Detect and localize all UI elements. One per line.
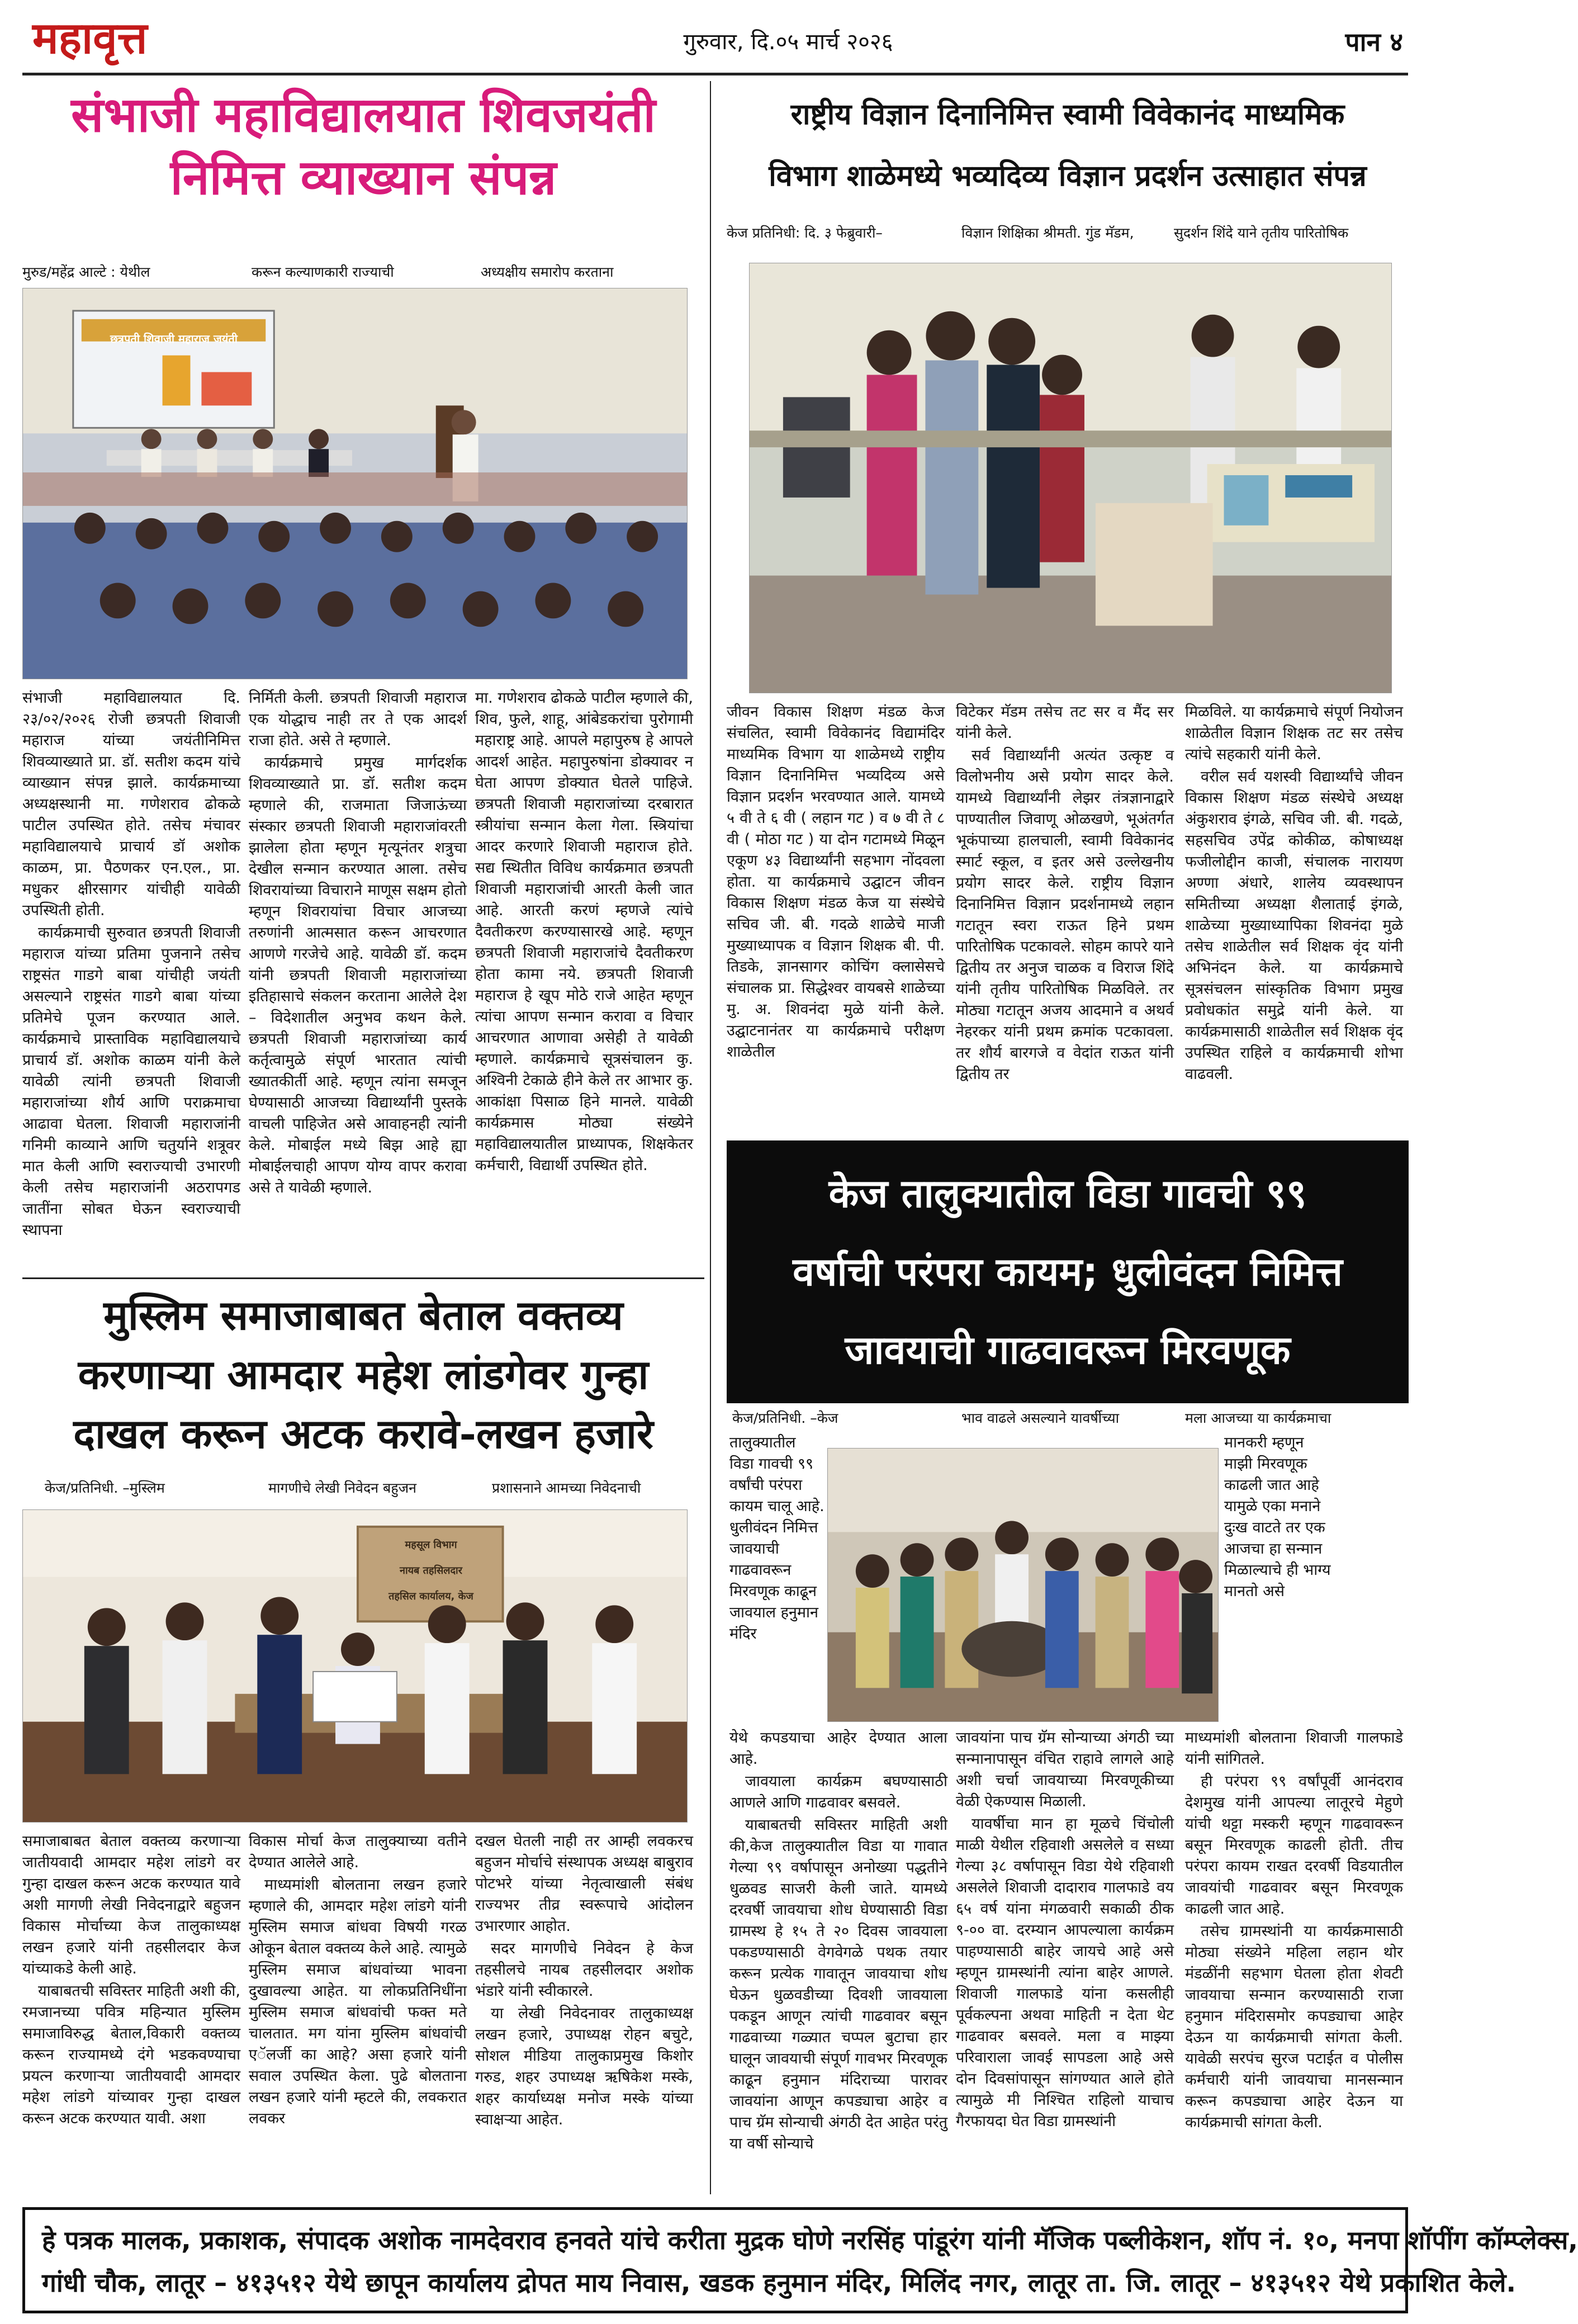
imprint-footer bbox=[22, 2207, 1578, 2313]
article1-column-3 bbox=[475, 688, 693, 1263]
article3-column-2 bbox=[956, 1727, 1174, 2197]
article1-byline bbox=[22, 263, 704, 285]
article4-byline-part1: केज/प्रतिनिधी. –मुस्लिम bbox=[45, 1480, 165, 1496]
article3-headline-line1: केज तालुक्यातील विडा गावची ९९ bbox=[828, 1171, 1307, 1217]
article4-headline-line3: दाखल करून अटक करावे-लखन हजारे bbox=[73, 1410, 653, 1458]
article4-column-2 bbox=[249, 1831, 467, 2194]
article3-col3-narrow-text: मानकरी म्हणून माझी मिरवणूक काढली जात आहे यामुळे एका मनाने दुःख वाटते तर एक आजचा हा सन्मान मिळाल्याचे ही भाग्य मानतो असे bbox=[1224, 1434, 1331, 1600]
article1-headline bbox=[22, 84, 704, 257]
article3-headline-line2: वर्षाची परंपरा कायम; धुलीवंदन निमित्त bbox=[793, 1249, 1343, 1295]
office-sign-line1: महसूल विभाग bbox=[405, 1539, 457, 1551]
article1-col2-para1: निर्मिती केली. छत्रपती शिवाजी महाराज एक योद्धाच नाही तर ते एक आदर्श राजा होते. असे ते म्हणाले. bbox=[249, 689, 467, 749]
article2-headline-line2: विभाग शाळेमध्ये भव्यदिव्य विज्ञान प्रदर्शन उत्साहात संपन्न bbox=[769, 159, 1367, 193]
article2-headline bbox=[721, 84, 1414, 218]
office-sign-line3: तहसिल कार्यालय, केज bbox=[388, 1591, 473, 1602]
article4-col2-para1: विकास मोर्चा केज तालुक्याच्या वतीने देण्यात आलेले आहे. bbox=[249, 1833, 467, 1871]
article4-headline bbox=[22, 1286, 704, 1470]
imprint-line2: गांधी चौक, लातूर – ४१३५१२ येथे छापून कार्यालय द्रोपत माय निवास, खडक हनुमान मंदिर, मिलिंद नगर, लातूर ता. जि. लातूर – ४१३५१२ येथे प्रकाशित केले. bbox=[42, 2268, 1516, 2298]
article3-headline-line3: जावयाची गाढवावरून मिरवणूक bbox=[845, 1327, 1291, 1373]
article2-byline-part2: विज्ञान शिक्षिका श्रीमती. गुंड मॅडम, bbox=[961, 225, 1134, 241]
article2-col2-para2: सर्व विद्यार्थ्यांनी अत्यंत उत्कृष्ट व विलोभनीय असे प्रयोग सादर केले. यामध्ये विद्यार्थ्यांनी लेझर तंत्रज्ञानाद्वारे पाण्यातील जिवाणू ओळखणे, भूअंतर्गत भूकंपाच्या हालचाली, स्वामी विवेकानंद स्मार्ट स्कूल, व इतर असे उल्लेखनीय प्रयोग सादर केले. राष्ट्रीय विज्ञान दिनानिमित्त विज्ञान प्रदर्शनामध्ये लहान गटातून स्वरा राऊत हिने प्रथम पारितोषिक पटकावले. सोहम कापरे याने द्वितीय तर अनुज चाळक व विराज शिंदे यांनी तृतीय पारितोषिक मिळविले. तर मोठ्या गटातून अजय आदमाने व अथर्व नेहरकर यांनी प्रथम क्रमांक पटकावला. तर शौर्य बारगजे व वेदांत राऊत यांनी द्वितीय तर bbox=[956, 747, 1174, 1083]
article2-col3-para1: मिळविले. या कार्यक्रमाचे संपूर्ण नियोजन शाळेतील विज्ञान शिक्षक तट सर तसेच त्यांचे सहकारी यांनी केले. bbox=[1185, 703, 1403, 763]
article4-col1-para1: समाजाबाबत बेताल वक्तव्य करणाऱ्या जातीयवादी आमदार महेश लांडगे वर गुन्हा दाखल करून अटक करण्यात यावे अशी मागणी लेखी निवेदनाद्वारे बहुजन विकास मोर्चाच्या केज तालुकाध्यक्ष लखन हजारे यांनी तहसीलदार केज यांच्याकडे केली आहे. bbox=[22, 1833, 240, 1977]
article3-column-1 bbox=[729, 1727, 947, 2197]
article3-byline-part1: केज/प्रतिनिधी. –केज bbox=[732, 1410, 838, 1426]
article4-headline-line1: मुस्लिम समाजाबाबत बेताल वक्तव्य bbox=[103, 1291, 623, 1340]
article3-col2-para2: यावर्षीचा मान हा मूळचे चिंचोली माळी येथील रहिवाशी असलेले व सध्या गेल्या ३८ वर्षापासून विडा येथे रहिवाशी असलेले शिवाजी दादाराव गालफाडे वय ६५ वर्ष यांना मंगळवारी सकाळी ठीक ९-०० वा. दरम्यान आपल्याला कार्यक्रम पाहण्यासाठी बाहेर जायचे आहे असे म्हणून ग्रामस्थांनी त्यांना बाहेर आणले. शिवाजी गालफाडे यांना कसलीही पूर्वकल्पना अथवा माहिती न देता थेट गाढवावर बसवले. मला व माझ्या परिवाराला जावई सापडला आहे असे दोन दिवसांपासून सांगण्यात आले होते त्यामुळे मी निश्चित राहिलो याचाच गैरफायदा घेत विडा ग्रामस्थांनी bbox=[956, 1815, 1174, 2130]
article3-byline bbox=[732, 1409, 1409, 1431]
article4-byline-part2: मागणीचे लेखी निवेदन बहुजन bbox=[268, 1480, 417, 1496]
article4-column-1 bbox=[22, 1831, 240, 2194]
article3-col1-para2: जावयाला कार्यक्रम बघण्यासाठी आणले आणि गाढवावर बसवले. bbox=[729, 1773, 947, 1811]
column-divider bbox=[710, 81, 711, 2194]
article1-bottom-rule bbox=[22, 1277, 704, 1279]
article3-col1-para3: याबाबतची सविस्तर माहिती अशी की,केज तालुक्यातील विडा या गावात गेल्या ९९ वर्षापासून अनोख्या पद्धतीने धुळवड साजरी केली जाते. यामध्ये दरवर्षी जावयाचा शोध घेण्यासाठी विडा ग्रामस्थ हे १५ ते २० दिवस जावयाला पकडण्यासाठी वेगवेगळे पथक तयार करून प्रत्येक गावातून जावयाचा शोध घेऊन धुळवडीच्या दिवशी जावयाला पकडून आणून त्यांची गाढवावर बसून गाढवाच्या गळ्यात चप्पल बुटाचा हार घालून जावयाची संपूर्ण गावभर मिरवणूक काढून हनुमान मंदिराच्या पारावर जावयांना आणून कपड्याचा आहेर व पाच ग्रॅम सोन्याची अंगठी देत आहेत परंतु या वर्षी सोन्याचे bbox=[729, 1816, 947, 2152]
article1-col2-para2: कार्यक्रमाचे प्रमुख मार्गदर्शक शिवव्याख्याते प्रा. डॉ. सतीश कदम म्हणाले की, राजमाता जिजाऊंच्या संस्कार छत्रपती शिवाजी महाराजांवरती झालेला होता म्हणून मृत्यूनंतर शत्रुचा देखील सन्मान करण्यात आला. तसेच शिवरायांच्या विचाराने माणूस सक्षम होतो म्हणून शिवरायांचा विचार आजच्या तरुणांनी आत्मसात करून आचरणात आणणे गरजेचे आहे. यावेळी डॉ. कदम यांनी छत्रपती शिवाजी महाराजांच्या इतिहासाचे संकलन करताना आलेले देश – विदेशातील अनुभव कथन केले. छत्रपती शिवाजी महाराजांच्या कार्य कर्तृत्वामुळे संपूर्ण भारतात त्यांची ख्यातकीर्ती आहे. म्हणून त्यांना समजून घेण्यासाठी आजच्या विद्यार्थ्यांनी पुस्तके वाचली पाहिजेत असे आवाहनही त्यांनी केले. मोबाईल मध्ये बिझ आहे ह्या मोबाईलचाही आपण योग्य वापर करावा असे ते यावेळी म्हणाले. bbox=[249, 754, 467, 1196]
article3-col3-para1: माध्यमांशी बोलताना शिवाजी गालफाडे यांनी सांगितले. bbox=[1185, 1729, 1403, 1768]
article1-photo bbox=[22, 288, 688, 679]
article1-col3-para1: मा. गणेशराव ढोकळे पाटील म्हणाले की, शिव, फुले, शाहू, आंबेडकरांचा पुरोगामी महाराष्ट्र आहे. आपले महापुरुष हे आपले आदर्श आहेत. महापुरुषांना डोक्यावर न घेता आपण डोक्यात घेतले पाहिजे. छत्रपती शिवाजी महाराजांच्या दरबारात स्त्रीयांचा सन्मान केला गेला. स्त्रियांचा आदर करणारे शिवाजी महाराज होते. सद्य स्थितीत विविध कार्यक्रमात छत्रपती शिवाजी महाराजांची आरती केली जात आहे. आरती करणं म्हणजे त्यांचे दैवतीकरण करण्यासारखे आहे. म्हणून छत्रपती शिवाजी महाराजांचे दैवतीकरण होता कामा नये. छत्रपती शिवाजी महाराज हे खूप मोठे राजे आहेत म्हणून त्यांचा आपण सन्मान करावा व विचार आचरणात आणावा असेही ते यावेळी म्हणाले. कार्यक्रमाचे सूत्रसंचालन कु. अश्विनी टेकाळे हीने केले तर आभार कु. आकांक्षा पिसाळ हिने मानले. यावेळी कार्यक्रमास मोठ्या संख्येने महाविद्यालयातील प्राध्यापक, शिक्षकेतर कर्मचारी, विद्यार्थी उपस्थित होते. bbox=[475, 689, 693, 1174]
article4-office-sign bbox=[358, 1532, 504, 1616]
article1-col1-para2: कार्यक्रमाची सुरुवात छत्रपती शिवाजी महाराज यांच्या प्रतिमा पुजनाने तसेच राष्ट्रसंत गाडगे बाबा यांचीही जयंती असल्याने राष्ट्रसंत गाडगे बाबा यांच्या प्रतिमेचे पूजन करण्यात आले. कार्यक्रमाचे प्रास्ताविक महाविद्यालयाचे प्राचार्य डॉ. अशोक काळम यांनी केले यावेळी त्यांनी छत्रपती शिवाजी महाराजांच्या शौर्य आणि पराक्रमाचा आढावा घेतला. शिवाजी महाराजांनी गनिमी काव्याने आणि चतुर्याने शत्रूवर मात केली आणि स्वराज्याची उभारणी केली तसेच महाराजांनी अठरापगड जातींना सोबत घेऊन स्वराज्याची स्थापना bbox=[22, 924, 240, 1239]
article3-photo bbox=[827, 1448, 1219, 1722]
header-rule bbox=[22, 73, 1408, 75]
article3-column-1-narrow bbox=[729, 1432, 824, 1723]
article2-col1-para1: जीवन विकास शिक्षण मंडळ केज संचलित, स्वामी विवेकानंद विद्यामंदिर माध्यमिक विभाग या शाळेमध्ये राष्ट्रीय विज्ञान दिनानिमित्त भव्यदिव्य असे विज्ञान प्रदर्शन भरवण्यात आले. यामध्ये ५ वी ते ६ वी ( लहान गट ) व ७ वी ते ८ वी ( मोठा गट ) या दोन गटामध्ये मिळून एकूण ४३ विद्यार्थ्यांनी सहभाग नोंदवला होता. या कार्यक्रमाचे उद्घाटन जीवन विकास शिक्षण मंडळ केज या संस्थेचे सचिव जी. बी. गदळे शाळेचे माजी मुख्याध्यापक व विज्ञान शिक्षक बी. पी. तिडके, ज्ञानसागर कोचिंग क्लासेसचे संचालक प्रा. सिद्धेश्वर वायबसे शाळेच्या मु. अ. शिवनंदा मुळे यांनी केले. उद्घाटनानंतर या कार्यक्रमाचे परीक्षण शाळेतील bbox=[727, 703, 945, 1061]
article3-column-3-narrow bbox=[1224, 1432, 1336, 1723]
article2-headline-line1: राष्ट्रीय विज्ञान दिनानिमित्त स्वामी विवेकानंद माध्यमिक bbox=[790, 97, 1345, 131]
article3-col3-para2: ही परंपरा ९९ वर्षांपूर्वी आनंदराव देशमुख यांनी आपल्या लातूरचे मेहुणे यांची थट्टा मस्करी म्हणून गाढवावरून बसून मिरवणूक काढली होती. तीच परंपरा कायम राखत दरवर्षी विडयातील जावयांची गाढवावर बसून मिरवणूक काढली जात आहे. bbox=[1185, 1773, 1403, 1918]
article3-byline-part2: भाव वाढले असल्याने यावर्षीच्या bbox=[961, 1410, 1120, 1426]
imprint-line1: हे पत्रक मालक, प्रकाशक, संपादक अशोक नामदेवराव हनवते यांचे करीता मुद्रक घोणे नरसिंह पांडूरंग यांनी मॅजिक पब्लीकेशन, शॉप नं. १०, मनपा शॉपींग कॉम्प्लेक्स, bbox=[42, 2225, 1578, 2255]
article2-col2-para1: विटेकर मॅडम तसेच तट सर व मैंद सर यांनी केले. bbox=[956, 703, 1174, 742]
article1-column-2 bbox=[249, 688, 467, 1263]
page-number: पान ४ bbox=[1345, 27, 1403, 57]
article4-col3-para1: दखल घेतली नाही तर आम्ही लवकरच बहुजन मोर्चाचे संस्थापक अध्यक्ष बाबुराव पोटभरे यांच्या नेतृत्वाखाली संबंध राज्यभर तीव्र स्वरूपाचे आंदोलन उभारणार आहोत. bbox=[475, 1833, 693, 1935]
article4-col3-para2: सदर मागणीचे निवेदन हे केज तहसीलचे नायब तहसीलदार अशोक भंडारे यांनी स्वीकारले. bbox=[475, 1940, 693, 2000]
article1-col1-para1: संभाजी महाविद्यालयात दि. २३/०२/२०२६ रोजी छत्रपती शिवाजी महाराज यांच्या जयंतीनिमित्त शिवव्याख्याते प्रा. डॉ. सतीश कदम यांचे व्याख्यान संपन्न झाले. कार्यक्रमाच्या अध्यक्षस्थानी मा. गणेशराव ढोकळे पाटील उपस्थित होते. तसेच मंचावर महाविद्यालयाचे प्राचार्य डॉ अशोक काळम, प्रा. पैठणकर एन.एल., प्रा. मधुकर क्षीरसागर यांचीही यावेळी उपस्थिती होती. bbox=[22, 689, 240, 919]
masthead-logo: महावृत्त bbox=[32, 13, 148, 64]
office-sign-line2: नायब तहसिलदार bbox=[399, 1565, 463, 1577]
article4-col1-para2: याबाबतची सविस्तर माहिती अशी की, रमजानच्या पवित्र महिन्यात मुस्लिम समाजाविरुद्ध बेताल,विकारी वक्तव्य करून राज्यामध्ये दंगे भडकवण्याचा प्रयत्न करणाऱ्या जातीयवादी आमदार महेश लांडगे यांच्यावर गुन्हा दाखल करून अटक करण्यात यावी. अशा bbox=[22, 1982, 240, 2127]
article3-headline-banner bbox=[727, 1140, 1409, 1403]
article1-byline-part2: करून कल्याणकारी राज्याची bbox=[252, 264, 394, 280]
article4-byline-part3: प्रशासनाने आमच्या निवेदनाची bbox=[492, 1480, 641, 1496]
article2-byline-part3: सुदर्शन शिंदे याने तृतीय पारितोषिक bbox=[1174, 225, 1349, 241]
article4-photo bbox=[22, 1509, 688, 1823]
article1-byline-part3: अध्यक्षीय समारोप करताना bbox=[481, 264, 614, 280]
article4-byline bbox=[45, 1479, 704, 1501]
article3-col1-para1: येथे कपडयाचा आहेर देण्यात आला आहे. bbox=[729, 1729, 947, 1768]
article2-col3-para2: वरील सर्व यशस्वी विद्यार्थ्यांचे जीवन विकास शिक्षण मंडळ संस्थेचे अध्यक्ष अंकुशराव इंगळे, सचिव जी. बी. गदळे, सहसचिव उपेंद्र कोकीळ, कोषाध्यक्ष फजीलोद्दीन काजी, संचालक नारायण अण्णा अंधारे, शालेय व्यवस्थापन समितीच्या अध्यक्षा शैलाताई इंगळे, शाळेच्या मुख्याध्यापिका शिवनंदा मुळे तसेच शाळेतील सर्व शिक्षक वृंद यांनी अभिनंदन केले. या कार्यक्रमाचे सूत्रसंचलन सांस्कृतिक विभाग प्रमुख प्रवोधकांत समुद्रे यांनी केले. या कार्यक्रमासाठी शाळेतील सर्व शिक्षक वृंद उपस्थित राहिले व कार्यक्रमाची शोभा वाढवली. bbox=[1185, 768, 1403, 1083]
article3-byline-part3: मला आजच्या या कार्यक्रमाचा bbox=[1185, 1410, 1331, 1426]
article3-col3-para3: तसेच ग्रामस्थांनी या कार्यक्रमासाठी मोठ्या संख्येने महिला लहान थोर मंडळींनी सहभाग घेतला होता शेवटी जावयाचा सन्मान करण्यासाठी राजा हनुमान मंदिरासमोर कपड्याचा आहेर देऊन या कार्यक्रमाची सांगता केली. यावेळी सरपंच सुरज पटाईत व पोलीस कर्मचारी यांनी जावयाचा मानसन्मान करून कपड्याचा आहेर देऊन या कार्यक्रमाची सांगता केली. bbox=[1185, 1923, 1403, 2131]
dateline: गुरुवार, दि.०५ मार्च २०२६ bbox=[683, 29, 893, 55]
article1-column-1 bbox=[22, 688, 240, 1263]
article4-col3-para3: या लेखी निवेदनावर तालुकाध्यक्ष लखन हजारे, उपाध्यक्ष रोहन बचुटे, सोशल मीडिया तालुकाप्रमुख किशोर गरुड, शहर उपाध्यक्ष ऋषिकेश मस्के, शहर कार्याध्यक्ष मनोज मस्के यांच्या स्वाक्षऱ्या आहेत. bbox=[475, 2005, 693, 2128]
article2-photo bbox=[749, 263, 1392, 693]
article3-col2-para1: जावयांना पाच ग्रॅम सोन्याच्या अंगठी च्या सन्मानापासून वंचित राहावे लागले आहे अशी चर्चा जावयाच्या मिरवणूकीच्या वेळी ऐकण्यास मिळाली. bbox=[956, 1729, 1174, 1810]
article1-headline-line1: संभाजी महाविद्यालयात शिवजयंती bbox=[71, 87, 656, 143]
article2-byline bbox=[727, 224, 1409, 246]
article4-column-3 bbox=[475, 1831, 693, 2194]
article4-headline-line2: करणाऱ्या आमदार महेश लांडगेवर गुन्हा bbox=[78, 1351, 649, 1399]
article2-byline-part1: केज प्रतिनिधी: दि. ३ फेब्रुवारी– bbox=[727, 225, 883, 241]
article1-photo-banner: छत्रपती शिवाजी महाराज जयंती bbox=[110, 332, 238, 345]
article1-byline-part1: मुरुड/महेंद्र आल्टे : येथील bbox=[22, 264, 150, 280]
article4-col2-para2: माध्यमांशी बोलताना लखन हजारे म्हणाले की, आमदार महेश लांडगे यांनी मुस्लिम समाज बांधवा विषयी गरळ ओकून बेताल वक्तव्य केले आहे. त्यामुळे मुस्लिम समाज बांधवांच्या भावना दुखावल्या आहेत. या लोकप्रतिनिधींना मुस्लिम समाज बांधवांची फक्त मते चालतात. मग यांना मुस्लिम बांधवांची एॅलर्जी का आहे? असा हजारे यांनी सवाल उपस्थित केला. पुढे बोलताना लखन हजारे यांनी म्हटले की, लवकरात लवकर bbox=[249, 1876, 467, 2127]
article1-headline-line2: निमित्त व्याख्यान संपन्न bbox=[170, 149, 557, 206]
article3-col1-narrow-text: तालुक्यातील विडा गावची ९९ वर्षांची परंपरा कायम चालू आहे. धुलीवंदन निमित्त जावयाची गाढवावरून मिरवणूक काढून जावयाल हनुमान मंदिर bbox=[729, 1434, 824, 1643]
article3-column-3 bbox=[1185, 1727, 1403, 2197]
